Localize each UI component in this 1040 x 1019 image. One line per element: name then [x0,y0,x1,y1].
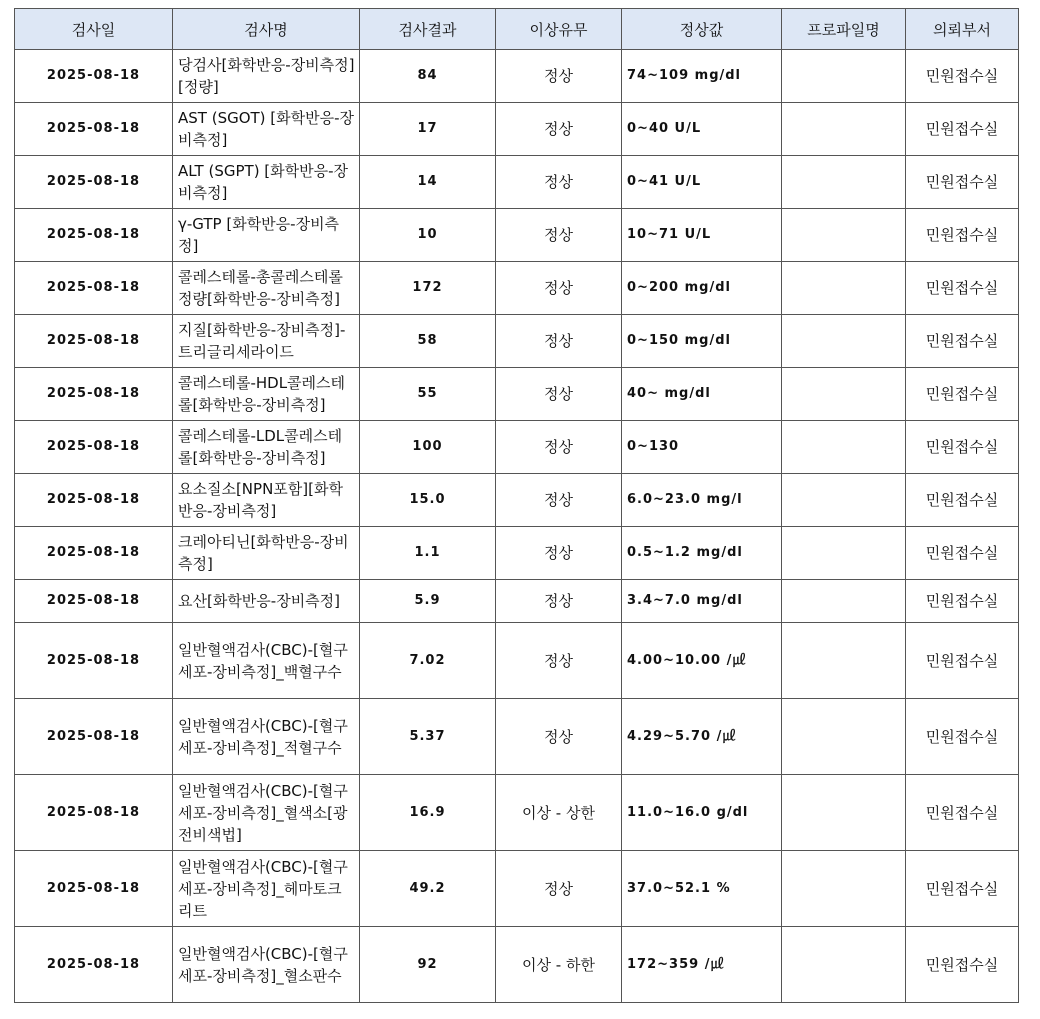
table-row [15,315,1019,368]
test-result-cell: 92 [360,927,496,1003]
abnormality-cell: 정상 [496,851,622,927]
test-date-cell: 2025-08-18 [15,699,173,775]
abnormality-cell: 정상 [496,580,622,623]
test-result-cell: 14 [360,156,496,209]
test-name-cell: 지질[화학반응-장비측정]-트리글리세라이드 [173,315,360,368]
table-row [15,851,1019,927]
department-cell: 민원접수실 [906,262,1019,315]
test-name-cell: 크레아티닌[화학반응-장비측정] [173,527,360,580]
header-test-result: 검사결과 [360,9,496,50]
abnormality-cell: 정상 [496,315,622,368]
lab-results-table [14,8,1019,1003]
test-date-cell: 2025-08-18 [15,262,173,315]
abnormality-cell: 정상 [496,156,622,209]
header-test-name: 검사명 [173,9,360,50]
test-date-cell: 2025-08-18 [15,474,173,527]
test-date-cell: 2025-08-18 [15,927,173,1003]
header-abnormality: 이상유무 [496,9,622,50]
profile-name-cell [782,50,906,103]
abnormality-cell: 정상 [496,103,622,156]
abnormality-cell: 정상 [496,474,622,527]
department-cell: 민원접수실 [906,50,1019,103]
department-cell: 민원접수실 [906,368,1019,421]
test-result-cell: 17 [360,103,496,156]
test-name-cell: 요소질소[NPN포함][화학반응-장비측정] [173,474,360,527]
reference-range-cell: 0~41 U/L [622,156,782,209]
reference-range-cell: 4.29~5.70 /㎕ [622,699,782,775]
header-row [15,9,1019,50]
profile-name-cell [782,927,906,1003]
test-name-cell: AST (SGOT) [화학반응-장비측정] [173,103,360,156]
reference-range-cell: 0~130 [622,421,782,474]
profile-name-cell [782,421,906,474]
profile-name-cell [782,851,906,927]
department-cell: 민원접수실 [906,421,1019,474]
table-row [15,50,1019,103]
department-cell: 민원접수실 [906,623,1019,699]
department-cell: 민원접수실 [906,156,1019,209]
test-name-cell: 일반혈액검사(CBC)-[혈구세포-장비측정]_혈소판수 [173,927,360,1003]
test-date-cell: 2025-08-18 [15,209,173,262]
reference-range-cell: 0~40 U/L [622,103,782,156]
reference-range-cell: 0~200 mg/dl [622,262,782,315]
profile-name-cell [782,368,906,421]
test-date-cell: 2025-08-18 [15,315,173,368]
test-result-cell: 49.2 [360,851,496,927]
test-name-cell: 일반혈액검사(CBC)-[혈구세포-장비측정]_혈색소[광전비색법] [173,775,360,851]
test-result-cell: 5.37 [360,699,496,775]
test-name-cell: 콜레스테롤-LDL콜레스테롤[화학반응-장비측정] [173,421,360,474]
test-result-cell: 172 [360,262,496,315]
reference-range-cell: 0.5~1.2 mg/dl [622,527,782,580]
test-name-cell: γ-GTP [화학반응-장비측정] [173,209,360,262]
department-cell: 민원접수실 [906,103,1019,156]
test-name-cell: 요산[화학반응-장비측정] [173,580,360,623]
department-cell: 민원접수실 [906,209,1019,262]
reference-range-cell: 74~109 mg/dl [622,50,782,103]
test-name-cell: 당검사[화학반응-장비측정][정량] [173,50,360,103]
test-name-cell: 콜레스테롤-HDL콜레스테롤[화학반응-장비측정] [173,368,360,421]
profile-name-cell [782,699,906,775]
department-cell: 민원접수실 [906,775,1019,851]
test-date-cell: 2025-08-18 [15,156,173,209]
profile-name-cell [782,623,906,699]
test-name-cell: ALT (SGPT) [화학반응-장비측정] [173,156,360,209]
test-date-cell: 2025-08-18 [15,623,173,699]
table-row [15,527,1019,580]
test-result-cell: 84 [360,50,496,103]
table-row [15,209,1019,262]
reference-range-cell: 6.0~23.0 mg/l [622,474,782,527]
header-requesting-department: 의뢰부서 [906,9,1019,50]
test-name-cell: 일반혈액검사(CBC)-[혈구세포-장비측정]_적혈구수 [173,699,360,775]
test-date-cell: 2025-08-18 [15,368,173,421]
table-row [15,368,1019,421]
test-date-cell: 2025-08-18 [15,527,173,580]
test-result-cell: 16.9 [360,775,496,851]
reference-range-cell: 0~150 mg/dl [622,315,782,368]
abnormality-cell: 이상 - 하한 [496,927,622,1003]
reference-range-cell: 11.0~16.0 g/dl [622,775,782,851]
header-reference-range: 정상값 [622,9,782,50]
profile-name-cell [782,775,906,851]
table-row [15,103,1019,156]
test-date-cell: 2025-08-18 [15,851,173,927]
abnormality-cell: 정상 [496,699,622,775]
test-date-cell: 2025-08-18 [15,421,173,474]
test-date-cell: 2025-08-18 [15,50,173,103]
abnormality-cell: 정상 [496,623,622,699]
table-row [15,699,1019,775]
abnormality-cell: 정상 [496,262,622,315]
test-result-cell: 5.9 [360,580,496,623]
department-cell: 민원접수실 [906,927,1019,1003]
table-row [15,775,1019,851]
table-row [15,474,1019,527]
profile-name-cell [782,209,906,262]
test-result-cell: 15.0 [360,474,496,527]
test-name-cell: 일반혈액검사(CBC)-[혈구세포-장비측정]_헤마토크리트 [173,851,360,927]
table-row [15,580,1019,623]
reference-range-cell: 40~ mg/dl [622,368,782,421]
test-name-cell: 일반혈액검사(CBC)-[혈구세포-장비측정]_백혈구수 [173,623,360,699]
reference-range-cell: 37.0~52.1 % [622,851,782,927]
abnormality-cell: 정상 [496,527,622,580]
reference-range-cell: 10~71 U/L [622,209,782,262]
table-row [15,156,1019,209]
test-result-cell: 10 [360,209,496,262]
profile-name-cell [782,262,906,315]
abnormality-cell: 정상 [496,209,622,262]
table-row [15,262,1019,315]
abnormality-cell: 정상 [496,368,622,421]
test-result-cell: 1.1 [360,527,496,580]
test-date-cell: 2025-08-18 [15,103,173,156]
test-name-cell: 콜레스테롤-총콜레스테롤정량[화학반응-장비측정] [173,262,360,315]
test-result-cell: 58 [360,315,496,368]
test-date-cell: 2025-08-18 [15,580,173,623]
table-row [15,421,1019,474]
department-cell: 민원접수실 [906,851,1019,927]
test-result-cell: 7.02 [360,623,496,699]
profile-name-cell [782,103,906,156]
test-result-cell: 100 [360,421,496,474]
profile-name-cell [782,156,906,209]
department-cell: 민원접수실 [906,699,1019,775]
reference-range-cell: 172~359 /㎕ [622,927,782,1003]
profile-name-cell [782,474,906,527]
abnormality-cell: 정상 [496,421,622,474]
department-cell: 민원접수실 [906,580,1019,623]
profile-name-cell [782,527,906,580]
reference-range-cell: 4.00~10.00 /㎕ [622,623,782,699]
header-test-date: 검사일 [15,9,173,50]
abnormality-cell: 정상 [496,50,622,103]
table-row [15,927,1019,1003]
profile-name-cell [782,580,906,623]
header-profile-name: 프로파일명 [782,9,906,50]
department-cell: 민원접수실 [906,315,1019,368]
department-cell: 민원접수실 [906,527,1019,580]
reference-range-cell: 3.4~7.0 mg/dl [622,580,782,623]
test-date-cell: 2025-08-18 [15,775,173,851]
profile-name-cell [782,315,906,368]
table-row [15,623,1019,699]
department-cell: 민원접수실 [906,474,1019,527]
abnormality-cell: 이상 - 상한 [496,775,622,851]
test-result-cell: 55 [360,368,496,421]
